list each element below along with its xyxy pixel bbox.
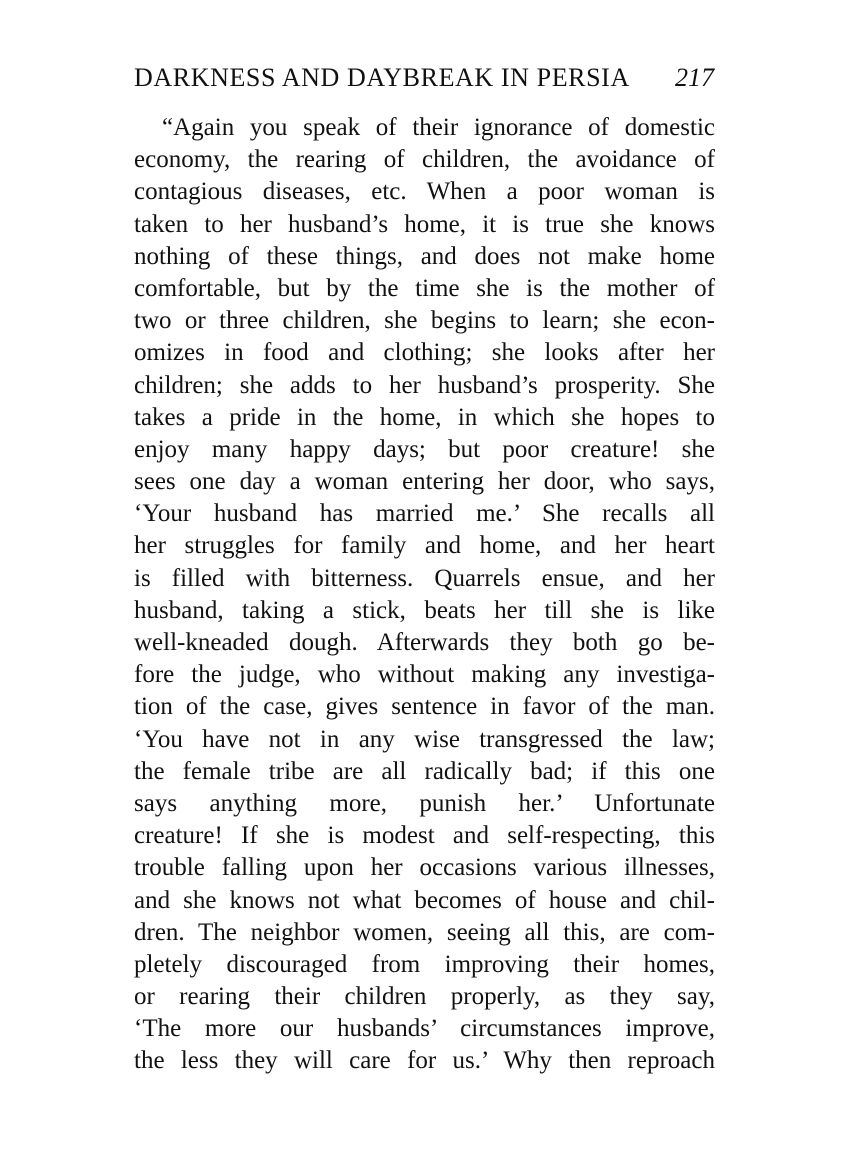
page-number: 217: [675, 63, 714, 92]
running-head: [134, 58, 714, 98]
text-line: enjoy many happy days; but poor creature! she: [134, 435, 715, 463]
text-line: contagious diseases, etc. When a poor woman is: [134, 178, 715, 206]
text-line: dren. The neighbor women, seeing all this, are com-: [134, 918, 715, 946]
text-line: two or three children, she begins to learn; she econ-: [134, 307, 715, 335]
text-line: “Again you speak of their ignorance of domestic: [162, 114, 715, 141]
text-line: omizes in food and clothing; she looks after her: [134, 339, 715, 367]
text-line: ‘The more our husbands’ circumstances improve,: [134, 1015, 715, 1043]
text-line: children; she adds to her husband’s prosperity. She: [134, 371, 715, 399]
text-line: ‘Your husband has married me.’ She recalls all: [134, 500, 715, 528]
text-line: creature! If she is modest and self-respecting, this: [134, 822, 715, 850]
text-line: well-kneaded dough. Afterwards they both go be-: [134, 629, 715, 656]
text-line: pletely discouraged from improving their homes,: [134, 950, 715, 978]
text-line: husband, taking a stick, beats her till she is like: [134, 596, 715, 624]
text-line: is filled with bitterness. Quarrels ensue, and her: [134, 564, 715, 592]
text-line: tion of the case, gives sentence in favor of the man.: [134, 693, 715, 721]
running-title: DARKNESS AND DAYBREAK IN PERSIA: [134, 63, 630, 92]
text-line: the female tribe are all radically bad; if this one: [134, 757, 715, 785]
text-line: ‘You have not in any wise transgressed the law;: [134, 725, 715, 753]
body-paragraph: [134, 112, 715, 1078]
text-line: the less they will care for us.’ Why then reproach: [134, 1047, 715, 1075]
text-line: nothing of these things, and does not make home: [134, 242, 715, 270]
text-line: sees one day a woman entering her door, who says,: [134, 468, 715, 496]
text-line: comfortable, but by the time she is the mother of: [134, 274, 715, 302]
text-line: or rearing their children properly, as they say,: [134, 983, 715, 1011]
text-line: her struggles for family and home, and her heart: [134, 532, 715, 560]
text-line: says anything more, punish her.’ Unfortunate: [134, 789, 715, 817]
text-line: trouble falling upon her occasions various illnesses,: [134, 854, 715, 882]
text-line: and she knows not what becomes of house and chil-: [134, 886, 715, 914]
text-line: economy, the rearing of children, the avoidance of: [134, 146, 715, 174]
text-line: takes a pride in the home, in which she hopes to: [134, 403, 715, 431]
text-line: taken to her husband’s home, it is true she knows: [134, 210, 715, 238]
text-line: fore the judge, who without making any investiga-: [134, 661, 715, 689]
